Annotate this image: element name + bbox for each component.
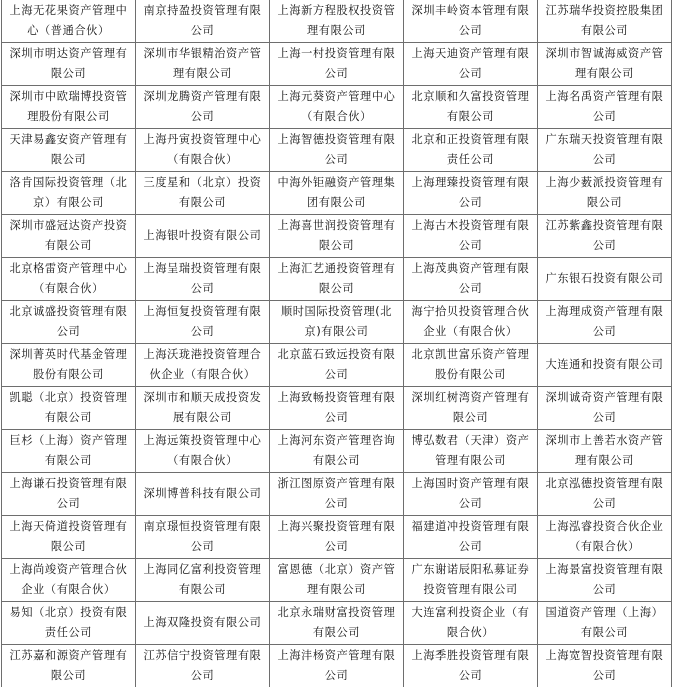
company-name-cell: 浙江图原资产管理有限公司: [270, 473, 404, 516]
company-name-cell: 上海致畅投资管理有限公司: [270, 387, 404, 430]
table-row: [2, 516, 672, 559]
company-name-cell: 大连通和投资有限公司: [538, 344, 672, 387]
company-name-cell: 巨杉（上海）资产管理有限公司: [2, 430, 136, 473]
company-table-body: [2, 0, 672, 687]
company-name-cell: 北京泓德投资管理有限公司: [538, 473, 672, 516]
company-name-cell: 上海双隆投资有限公司: [136, 602, 270, 645]
company-name-cell: 上海呈瑞投资管理有限公司: [136, 258, 270, 301]
company-name-cell: 凯聪（北京）投资管理有限公司: [2, 387, 136, 430]
table-row: [2, 129, 672, 172]
company-name-cell: 上海天倚道投资管理有限公司: [2, 516, 136, 559]
company-name-cell: 深圳诚奇资产管理有限公司: [538, 387, 672, 430]
company-table: [1, 0, 672, 687]
table-row: [2, 0, 672, 43]
table-row: [2, 301, 672, 344]
company-name-cell: 上海智德投资管理有限公司: [270, 129, 404, 172]
company-name-cell: 顺时国际投资管理(北京)有限公司: [270, 301, 404, 344]
company-name-cell: 海宁拾贝投资管理合伙企业（有限合伙）: [404, 301, 538, 344]
company-name-cell: 上海无花果资产管理中心（普通合伙）: [2, 0, 136, 43]
company-name-cell: 南京持盈投资管理有限公司: [136, 0, 270, 43]
company-name-cell: 上海汇艺通投资管理有限公司: [270, 258, 404, 301]
company-name-cell: 上海远策投资管理中心（有限合伙）: [136, 430, 270, 473]
table-row: [2, 344, 672, 387]
table-row: [2, 602, 672, 645]
company-name-cell: 深圳市和顺天成投资发展有限公司: [136, 387, 270, 430]
company-name-cell: 上海新方程股权投资管理有限公司: [270, 0, 404, 43]
company-name-cell: 北京和正投资管理有限责任公司: [404, 129, 538, 172]
company-name-cell: 上海尚竣资产管理合伙企业（有限合伙）: [2, 559, 136, 602]
company-name-cell: 上海理臻投资管理有限公司: [404, 172, 538, 215]
company-name-cell: 广东银石投资有限公司: [538, 258, 672, 301]
company-name-cell: 深圳红树湾资产管理有限公司: [404, 387, 538, 430]
company-name-cell: 上海银叶投资有限公司: [136, 215, 270, 258]
company-name-cell: 大连富利投资企业（有限合伙）: [404, 602, 538, 645]
company-name-cell: 深圳市智诚海威资产管理有限公司: [538, 43, 672, 86]
company-name-cell: 北京凯世富乐资产管理股份有限公司: [404, 344, 538, 387]
company-name-cell: 北京蓝石致远投资有限公司: [270, 344, 404, 387]
company-name-cell: 江苏嘉和源资产管理有限公司: [2, 645, 136, 687]
company-name-cell: 国道资产管理（上海）有限公司: [538, 602, 672, 645]
table-row: [2, 430, 672, 473]
company-name-cell: 广东瑞天投资管理有限公司: [538, 129, 672, 172]
company-name-cell: 深圳市上善若水资产管理有限公司: [538, 430, 672, 473]
company-name-cell: 南京璟恒投资管理有限公司: [136, 516, 270, 559]
company-name-cell: 上海兴聚投资管理有限公司: [270, 516, 404, 559]
company-name-cell: 深圳博普科技有限公司: [136, 473, 270, 516]
company-name-cell: 洛肯国际投资管理（北京）有限公司: [2, 172, 136, 215]
company-name-cell: 福建道冲投资管理有限公司: [404, 516, 538, 559]
company-name-cell: 三度星和（北京）投资有限公司: [136, 172, 270, 215]
table-row: [2, 172, 672, 215]
table-row: [2, 258, 672, 301]
company-name-cell: 上海景富投资管理有限公司: [538, 559, 672, 602]
company-name-cell: 江苏紫鑫投资管理有限公司: [538, 215, 672, 258]
company-name-cell: 上海名禹资产管理有限公司: [538, 86, 672, 129]
company-name-cell: 天津易鑫安资产管理有限公司: [2, 129, 136, 172]
company-name-cell: 北京顺和久富投资管理有限公司: [404, 86, 538, 129]
company-name-cell: 广东谢诺辰阳私募证券投资管理有限公司: [404, 559, 538, 602]
company-name-cell: 上海河东资产管理咨询有限公司: [270, 430, 404, 473]
company-name-cell: 上海天迪资产管理有限公司: [404, 43, 538, 86]
company-name-cell: 上海理成资产管理有限公司: [538, 301, 672, 344]
company-name-cell: 上海同亿富利投资管理有限公司: [136, 559, 270, 602]
company-name-cell: 上海喜世润投资管理有限公司: [270, 215, 404, 258]
company-name-cell: 上海茂典资产管理有限公司: [404, 258, 538, 301]
table-row: [2, 43, 672, 86]
company-name-cell: 上海国时资产管理有限公司: [404, 473, 538, 516]
company-name-cell: 易知（北京）投资有限责任公司: [2, 602, 136, 645]
company-name-cell: 上海古木投资管理有限公司: [404, 215, 538, 258]
company-name-cell: 江苏瑞华投资控股集团有限公司: [538, 0, 672, 43]
company-name-cell: 上海元葵资产管理中心（有限合伙）: [270, 86, 404, 129]
company-name-cell: 深圳市盛冠达资产投资有限公司: [2, 215, 136, 258]
table-row: [2, 645, 672, 687]
company-name-cell: 上海少薮派投资管理有限公司: [538, 172, 672, 215]
company-name-cell: 北京永瑞财富投资管理有限公司: [270, 602, 404, 645]
company-name-cell: 上海谦石投资管理有限公司: [2, 473, 136, 516]
table-row: [2, 215, 672, 258]
company-name-cell: 深圳市明达资产管理有限公司: [2, 43, 136, 86]
company-name-cell: 上海沣杨资产管理有限公司: [270, 645, 404, 687]
company-name-cell: 中海外钜融资产管理集团有限公司: [270, 172, 404, 215]
company-name-cell: 上海季胜投资管理有限公司: [404, 645, 538, 687]
company-name-cell: 上海恒复投资管理有限公司: [136, 301, 270, 344]
table-row: [2, 559, 672, 602]
company-name-cell: 深圳丰岭资本管理有限公司: [404, 0, 538, 43]
company-name-cell: 北京诚盛投资管理有限公司: [2, 301, 136, 344]
company-name-cell: 上海宽智投资管理有限公司: [538, 645, 672, 687]
company-name-cell: 北京格雷资产管理中心（有限合伙）: [2, 258, 136, 301]
company-name-cell: 上海丹寅投资管理中心（有限合伙）: [136, 129, 270, 172]
company-name-cell: 江苏信宁投资管理有限公司: [136, 645, 270, 687]
table-row: [2, 473, 672, 516]
company-name-cell: 深圳市中欧瑞博投资管理股份有限公司: [2, 86, 136, 129]
company-name-cell: 上海泓睿投资合伙企业（有限合伙）: [538, 516, 672, 559]
company-name-cell: 深圳龙腾资产管理有限公司: [136, 86, 270, 129]
company-name-cell: 富恩德（北京）资产管理有限公司: [270, 559, 404, 602]
company-name-cell: 深圳市华银精治资产管理有限公司: [136, 43, 270, 86]
table-row: [2, 86, 672, 129]
company-name-cell: 上海沃珑港投资管理合伙企业（有限合伙）: [136, 344, 270, 387]
company-name-cell: 深圳菁英时代基金管理股份有限公司: [2, 344, 136, 387]
table-row: [2, 387, 672, 430]
company-name-cell: 博弘数君（天津）资产管理有限公司: [404, 430, 538, 473]
company-name-cell: 上海一村投资管理有限公司: [270, 43, 404, 86]
